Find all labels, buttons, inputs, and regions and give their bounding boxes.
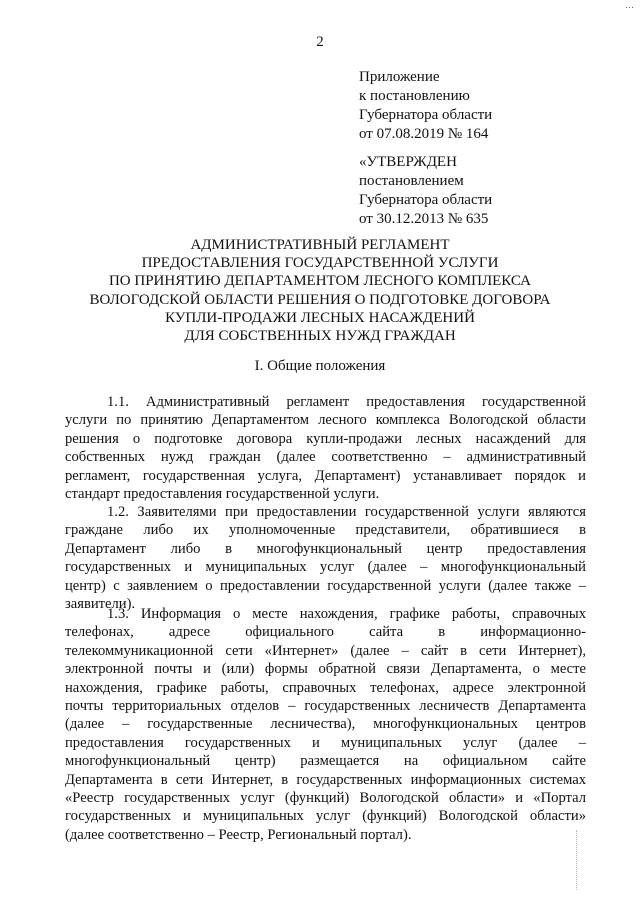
page-number: 2	[316, 34, 324, 50]
text-line: центр) с заявлением о предоставлении государственной услуги (далее также –	[65, 577, 586, 594]
paragraph-1-1	[65, 393, 586, 503]
text-line: собственных нужд граждан (далее соответственно – административный	[65, 449, 586, 466]
text-line: заявители).	[65, 595, 136, 612]
text-line: стандарт предоставления государственной услуги.	[65, 485, 380, 502]
title-line: ДЛЯ СОБСТВЕННЫХ НУЖД ГРАЖДАН	[184, 328, 456, 345]
appendix-block	[359, 68, 492, 144]
title-line: ПО ПРИНЯТИЮ ДЕПАРТАМЕНТОМ ЛЕСНОГО КОМПЛЕКСА	[108, 273, 532, 290]
text-line: нахождения, графике работы, справочных телефонах, адресе электронной	[65, 679, 586, 696]
text-line: (далее – государственные лесничества), многофункциональных центров	[65, 716, 586, 733]
paragraph-1-2	[65, 503, 586, 613]
text-line: предоставления государственных и муниципальных услуг (далее –	[65, 734, 586, 751]
title-line: ВОЛОГОДСКОЙ ОБЛАСТИ РЕШЕНИЯ О ПОДГОТОВКЕ ДОГОВОРА	[89, 291, 551, 308]
text-line: телефонах, адресе официального сайта в информационно-	[65, 624, 586, 641]
corner-mark: …	[625, 0, 634, 10]
appendix-line: Приложение	[359, 69, 440, 85]
document-title	[0, 236, 640, 345]
text-line: регламент, государственная услуга, Департамент) устанавливает порядок и	[65, 467, 586, 484]
paragraph-1-3	[65, 605, 586, 844]
text-line: граждане либо их уполномоченные представители, обратившиеся в	[65, 522, 586, 539]
approved-line: Губернатора области	[359, 192, 493, 208]
text-line: государственных и муниципальных услуг (функций) Вологодской области»	[65, 808, 586, 825]
section-heading: I. Общие положения	[254, 358, 386, 374]
appendix-line: от 07.08.2019 № 164	[359, 126, 489, 142]
text-line: Департамент либо в многофункциональный центр предоставления	[65, 540, 586, 557]
text-line: 1.1. Административный регламент предоставления государственной	[107, 394, 586, 410]
title-line: КУПЛИ-ПРОДАЖИ ЛЕСНЫХ НАСАЖДЕНИЙ	[165, 309, 475, 326]
text-line: телекоммуникационной сети «Интернет» (далее – сайт в сети Интернет),	[65, 642, 586, 659]
approved-block	[359, 153, 492, 229]
text-line: 1.2. Заявителями при предоставлении государственной услуги являются	[107, 504, 586, 520]
text-line: электронной почты и (или) формы обратной связи Департамента, о месте	[65, 661, 586, 678]
title-line: АДМИНИСТРАТИВНЫЙ РЕГЛАМЕНТ	[190, 237, 450, 253]
approved-line: «УТВЕРЖДЕН	[359, 154, 457, 170]
approved-line: постановлением	[359, 173, 464, 189]
text-line: почты территориальных отделов – государственных лесничеств Департамента	[65, 697, 586, 714]
text-line: (далее соответственно – Реестр, Региональный портал).	[65, 826, 412, 843]
text-line: «Реестр государственных услуг (функций) Вологодской области» и «Портал	[65, 789, 586, 806]
scan-margin-mark	[576, 830, 578, 890]
text-line: услуги по принятию Департаментом лесного комплекса Вологодской области	[65, 412, 586, 429]
appendix-line: Губернатора области	[359, 107, 493, 123]
appendix-line: к постановлению	[359, 88, 470, 104]
text-line: государственных и муниципальных услуг (далее – многофункциональный	[65, 559, 586, 576]
title-line: ПРЕДОСТАВЛЕНИЯ ГОСУДАРСТВЕННОЙ УСЛУГИ	[141, 255, 499, 272]
text-line: решения о подготовке договора купли-продажи лесных насаждений для	[65, 430, 586, 447]
text-line: Департамента в сети Интернет, в государственных информационных системах	[65, 771, 586, 788]
approved-line: от 30.12.2013 № 635	[359, 211, 489, 227]
text-line: 1.3. Информация о месте нахождения, графике работы, справочных	[107, 606, 586, 622]
text-line: многофункциональный центр) размещается на официальном сайте	[65, 753, 586, 770]
